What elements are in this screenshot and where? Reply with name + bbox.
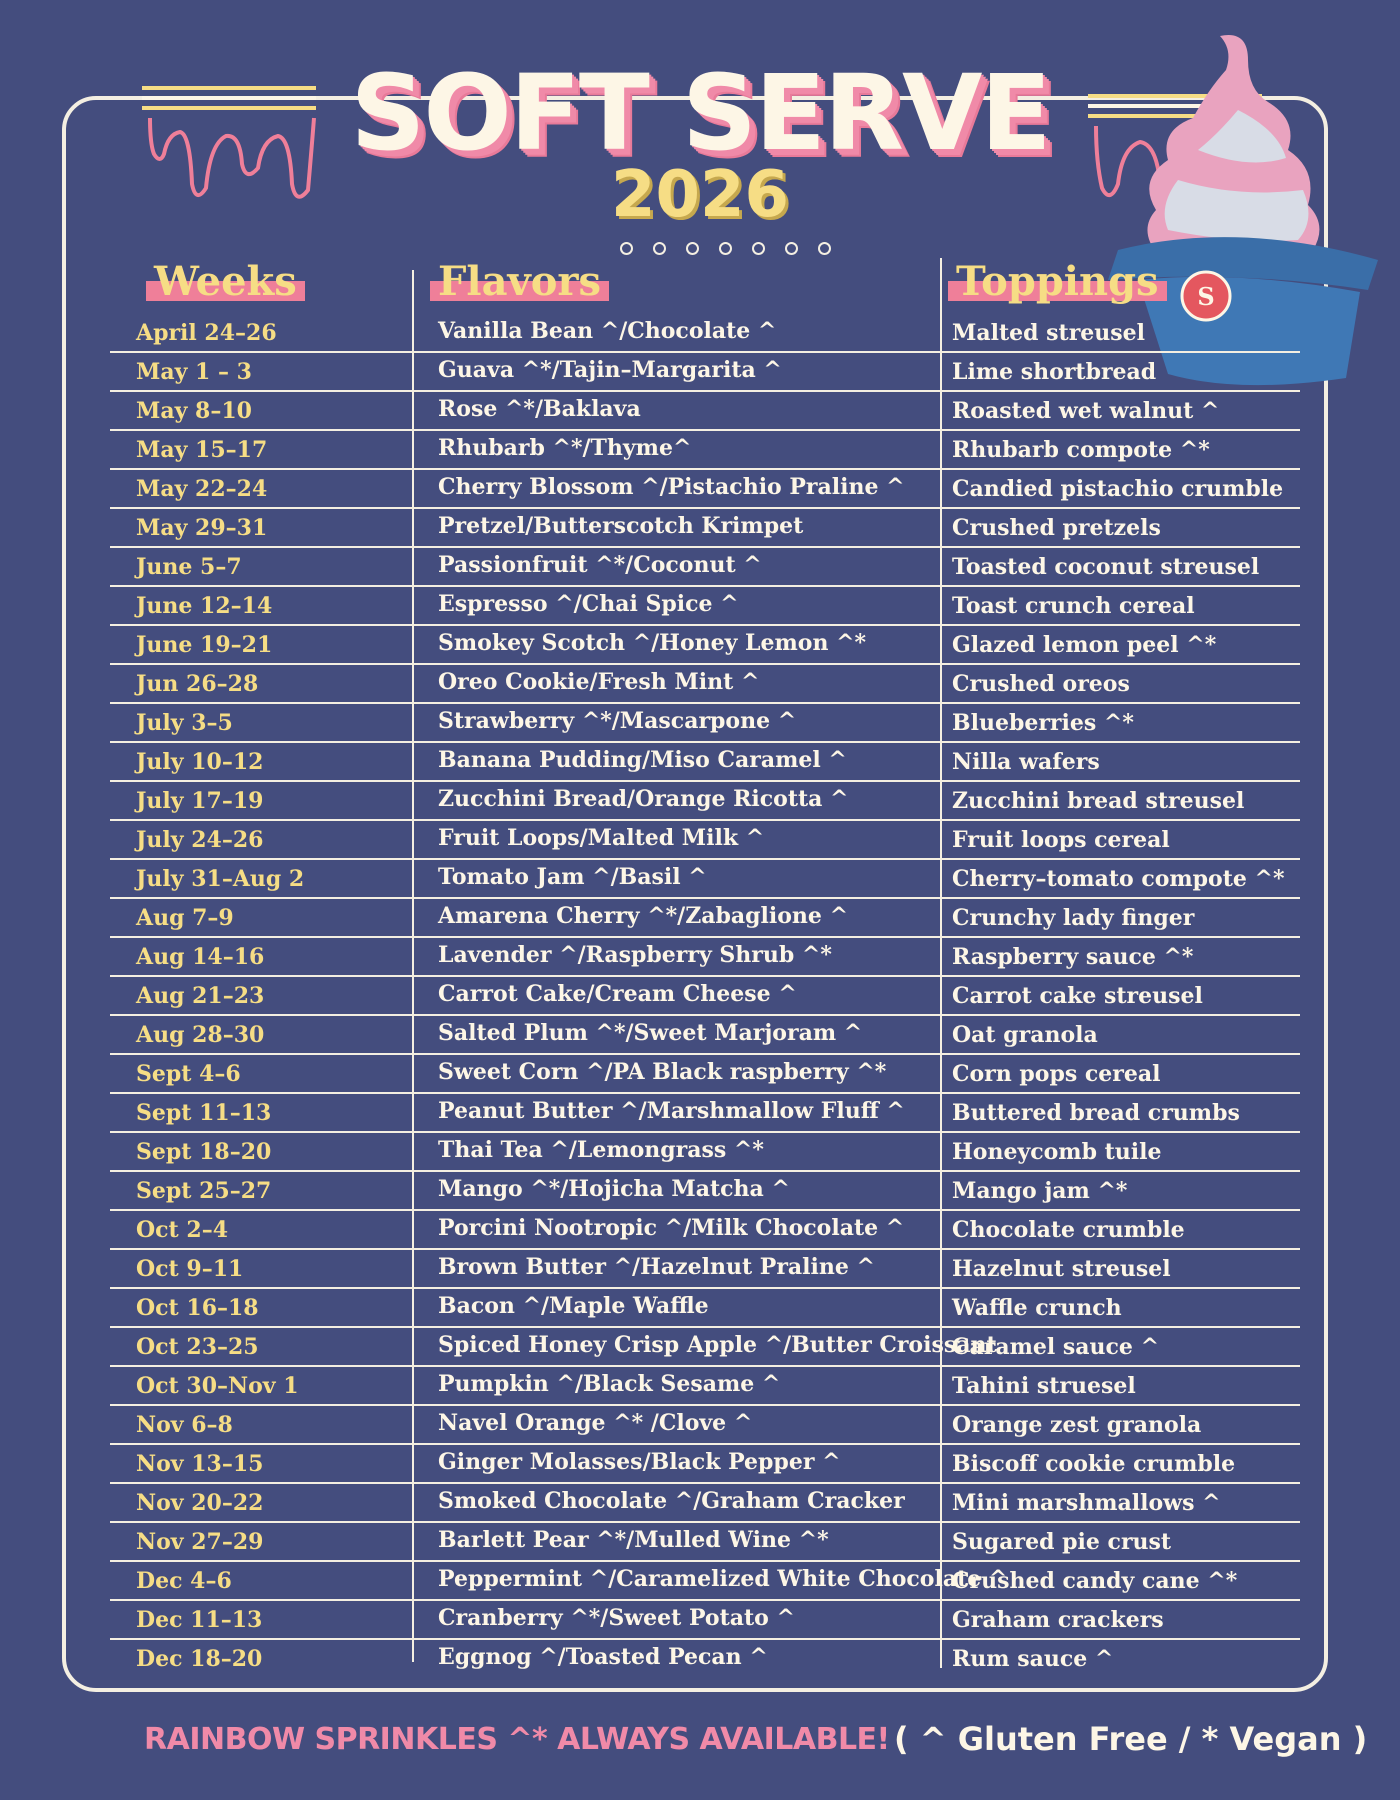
week-cell: July 10–12: [136, 749, 264, 775]
topping-cell: Tahini struesel: [952, 1373, 1136, 1399]
flavor-cell: Porcini Nootropic ^/Milk Chocolate ^: [438, 1215, 905, 1241]
flavor-cell: Cranberry ^*/Sweet Potato ^: [438, 1605, 795, 1631]
table-row: [110, 1406, 1300, 1445]
topping-cell: Rum sauce ^: [952, 1646, 1114, 1672]
week-cell: June 19–21: [136, 632, 273, 658]
week-cell: May 8–10: [136, 398, 252, 424]
topping-cell: Zucchini bread streusel: [952, 788, 1245, 814]
week-cell: May 15–17: [136, 437, 268, 463]
table-row: [110, 1601, 1300, 1640]
table-row: [110, 704, 1300, 743]
flavor-cell: Carrot Cake/Cream Cheese ^: [438, 981, 797, 1007]
week-cell: Jun 26–28: [136, 671, 259, 697]
topping-cell: Waffle crunch: [952, 1295, 1122, 1321]
table-row: [110, 1094, 1300, 1133]
topping-cell: Oat granola: [952, 1022, 1098, 1048]
table-row: [110, 782, 1300, 821]
week-cell: July 24–26: [136, 827, 264, 853]
table-row: [110, 1172, 1300, 1211]
flavor-cell: Pumpkin ^/Black Sesame ^: [438, 1371, 781, 1397]
topping-cell: Rhubarb compote ^*: [952, 437, 1210, 463]
flavor-cell: Bacon ^/Maple Waffle: [438, 1293, 709, 1319]
flavor-cell: Navel Orange ^* /Clove ^: [438, 1410, 753, 1436]
week-cell: July 17–19: [136, 788, 264, 814]
week-cell: Aug 21–23: [136, 983, 265, 1009]
schedule-table: [110, 314, 1300, 1679]
topping-cell: Fruit loops cereal: [952, 827, 1170, 853]
topping-cell: Lime shortbread: [952, 359, 1157, 385]
table-row: [110, 1562, 1300, 1601]
topping-cell: Nilla wafers: [952, 749, 1100, 775]
week-cell: May 22–24: [136, 476, 268, 502]
table-row: [110, 1211, 1300, 1250]
week-cell: Oct 16–18: [136, 1295, 259, 1321]
table-row: [110, 587, 1300, 626]
table-row: [110, 1289, 1300, 1328]
topping-cell: Corn pops cereal: [952, 1061, 1161, 1087]
topping-cell: Toasted coconut streusel: [952, 554, 1260, 580]
table-row: [110, 1640, 1300, 1679]
table-row: [110, 1328, 1300, 1367]
week-cell: May 1 – 3: [136, 359, 252, 385]
table-row: [110, 1055, 1300, 1094]
table-row: [110, 509, 1300, 548]
topping-cell: Graham crackers: [952, 1607, 1164, 1633]
topping-cell: Biscoff cookie crumble: [952, 1451, 1236, 1477]
week-cell: Oct 2–4: [136, 1217, 228, 1243]
page-year: 2026: [610, 158, 790, 232]
table-row: [110, 1445, 1300, 1484]
topping-cell: Toast crunch cereal: [952, 593, 1195, 619]
table-row: [110, 977, 1300, 1016]
flavor-cell: Banana Pudding/Miso Caramel ^: [438, 747, 847, 773]
flavors-header: Flavors: [430, 258, 609, 305]
topping-cell: Buttered bread crumbs: [952, 1100, 1240, 1126]
flavor-cell: Cherry Blossom ^/Pistachio Praline ^: [438, 474, 905, 500]
table-row: [110, 860, 1300, 899]
flavor-cell: Barlett Pear ^*/Mulled Wine ^*: [438, 1527, 829, 1553]
flavor-cell: Guava ^*/Tajin–Margarita ^: [438, 357, 782, 383]
flavor-cell: Peanut Butter ^/Marshmallow Fluff ^: [438, 1098, 905, 1124]
topping-cell: Crushed candy cane ^*: [952, 1568, 1238, 1594]
table-row: [110, 1016, 1300, 1055]
topping-cell: Cherry–tomato compote ^*: [952, 866, 1285, 892]
week-cell: Sept 18–20: [136, 1139, 272, 1165]
week-cell: Aug 7–9: [136, 905, 234, 931]
flavor-cell: Smoked Chocolate ^/Graham Cracker: [438, 1488, 905, 1514]
flavor-cell: Tomato Jam ^/Basil ^: [438, 864, 707, 890]
flavor-cell: Rhubarb ^*/Thyme^: [438, 435, 692, 461]
week-cell: April 24–26: [136, 320, 277, 346]
topping-cell: Roasted wet walnut ^: [952, 398, 1220, 424]
flavor-cell: Zucchini Bread/Orange Ricotta ^: [438, 786, 849, 812]
topping-cell: Orange zest granola: [952, 1412, 1202, 1438]
week-cell: July 31–Aug 2: [136, 866, 305, 892]
week-cell: Nov 6–8: [136, 1412, 233, 1438]
topping-cell: Mango jam ^*: [952, 1178, 1128, 1204]
topping-cell: Carrot cake streusel: [952, 983, 1203, 1009]
flavor-cell: Sweet Corn ^/PA Black raspberry ^*: [438, 1059, 887, 1085]
topping-cell: Crushed pretzels: [952, 515, 1161, 541]
table-row: [110, 665, 1300, 704]
week-cell: Oct 30–Nov 1: [136, 1373, 299, 1399]
topping-cell: Caramel sauce ^: [952, 1334, 1160, 1360]
flavor-cell: Brown Butter ^/Hazelnut Praline ^: [438, 1254, 875, 1280]
topping-cell: Sugared pie crust: [952, 1529, 1172, 1555]
flavor-cell: Thai Tea ^/Lemongrass ^*: [438, 1137, 764, 1163]
diet-legend: ( ^ Gluten Free / * Vegan ): [894, 1720, 1368, 1758]
week-cell: Oct 9–11: [136, 1256, 244, 1282]
table-row: [110, 821, 1300, 860]
flavor-cell: Oreo Cookie/Fresh Mint ^: [438, 669, 760, 695]
table-row: [110, 314, 1300, 353]
week-cell: Sept 11–13: [136, 1100, 272, 1126]
topping-cell: Candied pistachio crumble: [952, 476, 1284, 502]
flavor-cell: Rose ^*/Baklava: [438, 396, 641, 422]
table-row: [110, 1367, 1300, 1406]
table-row: [110, 1250, 1300, 1289]
flavor-cell: Passionfruit ^*/Coconut ^: [438, 552, 762, 578]
topping-cell: Raspberry sauce ^*: [952, 944, 1194, 970]
dot-divider: [620, 242, 831, 255]
topping-cell: Crunchy lady finger: [952, 905, 1195, 931]
table-row: [110, 1523, 1300, 1562]
week-cell: Dec 4–6: [136, 1568, 232, 1594]
week-cell: Nov 20–22: [136, 1490, 264, 1516]
flavor-cell: Ginger Molasses/Black Pepper ^: [438, 1449, 841, 1475]
week-cell: Sept 25–27: [136, 1178, 272, 1204]
flavor-cell: Vanilla Bean ^/Chocolate ^: [438, 318, 777, 344]
table-row: [110, 1133, 1300, 1172]
week-cell: June 12–14: [136, 593, 273, 619]
flavor-cell: Fruit Loops/Malted Milk ^: [438, 825, 765, 851]
table-row: [110, 938, 1300, 977]
svg-text:S: S: [1197, 282, 1215, 311]
week-cell: Dec 18–20: [136, 1646, 263, 1672]
table-row: [110, 548, 1300, 587]
table-row: [110, 431, 1300, 470]
week-cell: Sept 4–6: [136, 1061, 241, 1087]
flavor-cell: Amarena Cherry ^*/Zabaglione ^: [438, 903, 849, 929]
week-cell: May 29–31: [136, 515, 268, 541]
topping-cell: Glazed lemon peel ^*: [952, 632, 1217, 658]
flavor-cell: Pretzel/Butterscotch Krimpet: [438, 513, 804, 539]
topping-cell: Malted streusel: [952, 320, 1146, 346]
table-row: [110, 626, 1300, 665]
week-cell: Nov 27–29: [136, 1529, 264, 1555]
flavor-cell: Strawberry ^*/Mascarpone ^: [438, 708, 797, 734]
week-cell: Aug 28–30: [136, 1022, 265, 1048]
sprinkles-note: RAINBOW SPRINKLES ^* ALWAYS AVAILABLE!: [144, 1722, 890, 1757]
table-row: [110, 353, 1300, 392]
week-cell: June 5–7: [136, 554, 242, 580]
table-row: [110, 470, 1300, 509]
week-cell: Dec 11–13: [136, 1607, 263, 1633]
week-cell: Oct 23–25: [136, 1334, 259, 1360]
table-row: [110, 392, 1300, 431]
topping-cell: Hazelnut streusel: [952, 1256, 1171, 1282]
flavor-cell: Lavender ^/Raspberry Shrub ^*: [438, 942, 832, 968]
table-row: [110, 1484, 1300, 1523]
flavor-cell: Espresso ^/Chai Spice ^: [438, 591, 739, 617]
flavor-cell: Mango ^*/Hojicha Matcha ^: [438, 1176, 790, 1202]
flavor-cell: Spiced Honey Crisp Apple ^/Butter Croissant: [438, 1332, 997, 1358]
flavor-cell: Smokey Scotch ^/Honey Lemon ^*: [438, 630, 867, 656]
flavor-cell: Salted Plum ^*/Sweet Marjoram ^: [438, 1020, 863, 1046]
topping-cell: Chocolate crumble: [952, 1217, 1185, 1243]
page-title: SOFT SERVE: [350, 52, 1050, 174]
weeks-header: Weeks: [146, 258, 305, 305]
week-cell: Aug 14–16: [136, 944, 265, 970]
topping-cell: Honeycomb tuile: [952, 1139, 1162, 1165]
flavor-cell: Peppermint ^/Caramelized White Chocolate ^: [438, 1566, 1008, 1592]
topping-cell: Blueberries ^*: [952, 710, 1134, 736]
toppings-header: Toppings: [948, 258, 1167, 305]
table-row: [110, 743, 1300, 782]
week-cell: July 3–5: [136, 710, 233, 736]
flavor-cell: Eggnog ^/Toasted Pecan ^: [438, 1644, 768, 1670]
week-cell: Nov 13–15: [136, 1451, 264, 1477]
topping-cell: Crushed oreos: [952, 671, 1130, 697]
topping-cell: Mini marshmallows ^: [952, 1490, 1221, 1516]
table-row: [110, 899, 1300, 938]
